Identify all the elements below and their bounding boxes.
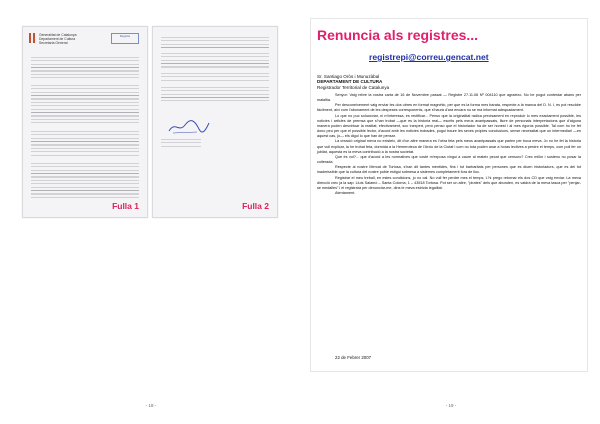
page-number: - 19 -: [445, 403, 457, 408]
addressee-role: Registrador Territorial de Catalunya: [317, 84, 390, 90]
scanned-letter-sheet-1: [22, 26, 148, 218]
generalitat-logo-icon: [29, 33, 37, 43]
scanned-text-block: [161, 37, 269, 49]
paragraph: Atentament.: [335, 190, 356, 195]
scanned-text-block: [161, 73, 269, 83]
sheet-label: Fulla 2: [242, 201, 269, 211]
paragraph: Respecte al nostre Mercat de Tortosa, s'han dit tantes mentides, fins i tot barbaritats per persones que es diuen historiadors, que es del tot inadmissible que la cultura del nostre poble estigui sotmesa a sistemes completament fora de lloc.: [317, 165, 581, 175]
header-line: Secretaria General: [39, 41, 68, 45]
right-page: [300, 0, 600, 424]
scanned-text-block: [31, 131, 139, 157]
header-line: Departament de Cultura: [39, 37, 76, 41]
scanned-text-block: [161, 139, 201, 147]
paragraph: Registrar el meu treball, en estes condicions, jo no cal. No vull fer perdre mes el temps, L'hi prego retornar els dos CD que vaig enviar. La meva direcció crec ja la sap: Lluís Salamó – Santa Coloma, 1 – 43518 Tortosa. Pot ser un altre, "pirates" dels que abunden, es valdrà de la meva tasca per "penjar-se medalles" i el registrarà per denunciar-me, dins le meva estricta legalitat.: [317, 175, 581, 190]
scanned-text-block: [161, 87, 269, 101]
paragraph: La creació original meva no existeix, dit d'un altre manera es l'obra feta pels meus avantpassats que parlen per boca meva. Jo no he fet la historia que vull explicar, la he trobat feta, dormida a la Hemeroteca de l'Arxiu de la Ciutat i com no tota poden anar a horas lectives a perdre el temps, com poli fer un jubilat, aquesta es la meva contribució a la nostra societat.: [317, 139, 581, 154]
registry-stamp: Registre: [111, 33, 139, 44]
letter-body: [317, 93, 581, 196]
letter-date: 22 de Febrer 2007: [335, 355, 372, 360]
addressee-name: Sr. Santiago Oròs i Munuzàbal: [317, 74, 380, 79]
addressee-department: DEPARTAMENT DE CULTURA: [317, 79, 383, 85]
page-number: - 18 -: [145, 403, 157, 408]
email-link[interactable]: registrepi@correu.gencat.net: [369, 52, 489, 62]
sheet-label: Fulla 1: [112, 201, 139, 211]
paragraph: Per desconeixement vaig enviar les dos obres en format magnètic, per que es la forma mes barata, respecte a la manca del D. N. I, es pot resoldre fàcilment, així com l'abonament de les despeses corresponents, que s'haurà d'ara encara no se ma informat adequadament.: [317, 103, 581, 113]
paragraph: Senyor: Vaig rebre la vostra carta de 16 de Novembre passat — Registre 27.11.06 Nº 004110 que agraeixo. No he pogut contestar abans per malaltia.: [317, 93, 581, 103]
addressee-block: [317, 74, 389, 90]
scanned-text-block: [31, 85, 139, 125]
header-line: Generalitat de Catalunya: [39, 33, 77, 37]
sheet1-header: [39, 33, 77, 45]
scanned-text-block: [161, 53, 269, 69]
scanned-text-block: [31, 163, 139, 199]
scanned-letter-sheet-2: [152, 26, 278, 218]
paragraph: Lo que no puc solucionar, ni m'interessa, es rectificar... Penso que la originalitat radica precisament en reproduir lo mes exactament possible, les noticies i articles de premsa que s'han trobat —que es la historia real— escrits pels meus avantpassats, lliure de personals interpretacions que d'alguna manera poden desvirtuar la realitat; efectivament, soc inexpert, però penso que el historiador ha de ser honest i al mes rigorós possible. Tal com ho he fet dono peu per que el possible lector, d'acord amb les noticies trobades, pugui traure les seves pròpies conclusions, sense necessitat que un intermediari —en aquest cas, jo— els digui lo que han de pensar.: [317, 113, 581, 139]
handwritten-signature-icon: [167, 119, 211, 135]
letter-article: [310, 18, 588, 372]
paragraph: Que és vol?... que d'acord a les normatives que vostè m'exposa vingui a caure al mateix pecat que censuro? Crec millor i sosteno no posar la culterada.: [317, 154, 581, 165]
article-title: Renuncia als registres...: [317, 27, 479, 43]
scanned-text-block: [31, 57, 139, 79]
